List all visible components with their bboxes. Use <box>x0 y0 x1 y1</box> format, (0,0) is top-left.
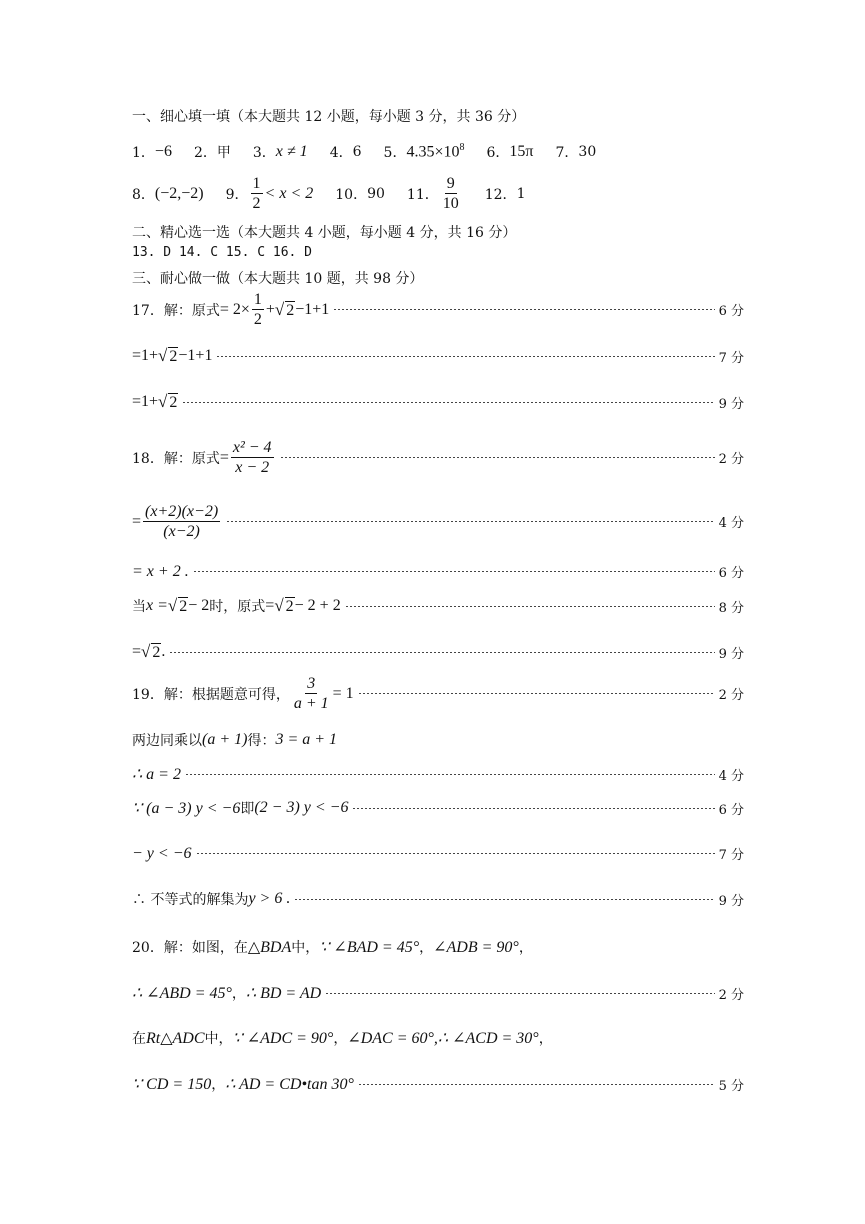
q17-l3-pre: =1+ <box>132 393 159 410</box>
q18-line-5 <box>132 642 744 662</box>
q17-l3-sqrt: √ 2 <box>158 392 178 411</box>
answer-2-label: 2． <box>193 145 217 161</box>
q19-line-6 <box>132 889 744 909</box>
q19-l3-score: 4 分 <box>718 768 744 784</box>
q20-l1-g: ， <box>518 940 533 956</box>
q20-l3-e: ， <box>333 1031 348 1047</box>
q18-l1-denominator: x − 2 <box>235 459 270 477</box>
q18-l4-radicand-2: 2 <box>285 598 294 615</box>
q18-l4-d: 时，原式 <box>209 599 266 615</box>
answer-11-fraction <box>441 174 461 213</box>
q17-l2-pre: =1+ <box>132 347 159 364</box>
q18-l1-eq: = <box>219 448 229 466</box>
q18-l5-score: 9 分 <box>718 646 744 662</box>
dot-leader <box>333 309 714 310</box>
q19-l6-a: ∴ 不等式的解集为 <box>132 892 249 908</box>
answer-4-label: 4． <box>329 145 353 161</box>
q18-l5-radicand: 2 <box>152 644 161 661</box>
q17-l2-score: 7 分 <box>718 350 744 366</box>
answer-9-label: 9． <box>225 186 249 203</box>
answer-10: 90 <box>367 185 385 202</box>
answer-5-exponent: 8 <box>459 142 465 154</box>
q19-l2-c: 得： <box>247 733 276 749</box>
answer-3: x ≠ 1 <box>275 143 308 160</box>
q20-l3-a: 在 <box>132 1031 146 1047</box>
section-2-heading-text: 二、精心选一选（本大题共 4 小题，每小题 4 分，共 16 分） <box>132 225 517 241</box>
answer-10-label: 10． <box>335 186 368 203</box>
dot-leader <box>358 693 715 694</box>
q17-l2-radicand: 2 <box>169 348 178 365</box>
q19-l6-score: 9 分 <box>718 893 744 909</box>
q19-l4-a: ∵ (a − 3) y < −6 <box>132 800 241 817</box>
q20-l1-a: 20．解：如图，在 <box>132 940 248 956</box>
q20-line-3 <box>132 1028 744 1048</box>
q19-l3: ∴ a = 2 <box>132 766 181 783</box>
q19-line-5 <box>132 844 744 863</box>
q18-l4-sqrt: √ 2 <box>167 596 188 615</box>
answer-9-inequality: < x < 2 <box>264 184 314 202</box>
q19-l1-fraction <box>292 674 331 713</box>
q17-l1-plus: + <box>265 300 275 318</box>
dot-leader <box>196 853 715 854</box>
answer-4: 6 <box>352 144 362 160</box>
answer-12-label: 12． <box>484 186 517 203</box>
section-3-heading-text: 三、耐心做一做（本大题共 10 题，共 98 分） <box>132 271 424 287</box>
q19-l5: − y < −6 <box>132 844 192 862</box>
q18-l3-score: 6 分 <box>718 566 744 581</box>
q19-line-3 <box>132 764 744 784</box>
q20-l4-score: 5 分 <box>718 1078 744 1094</box>
q20-l4-b: ， <box>211 1077 226 1093</box>
q17-l3-radicand: 2 <box>169 394 178 411</box>
q18-l2-numerator: (x+2)(x−2) <box>143 502 220 522</box>
q20-l1-b: △BDA <box>247 939 292 956</box>
q18-l4-radicand: 2 <box>179 598 188 615</box>
q20-l1-c: 中， <box>291 940 320 956</box>
q17-l1-score: 6 分 <box>718 304 744 320</box>
q17-l1-pre: = 2× <box>219 300 250 318</box>
q17-line-1 <box>132 290 744 329</box>
q18-line-3 <box>132 562 744 581</box>
q18-line-4 <box>132 596 744 616</box>
answer-1: −6 <box>154 143 172 160</box>
fill-answers-row-2 <box>132 174 744 213</box>
dot-leader <box>358 1084 715 1085</box>
dot-leader <box>352 808 714 809</box>
q18-l2-fraction <box>143 502 220 541</box>
q17-l1-post: −1+1 <box>295 300 330 318</box>
dot-leader <box>345 606 715 607</box>
q18-l2-score: 4 分 <box>718 516 744 532</box>
answer-9-numerator: 1 <box>251 174 263 194</box>
q20-l2-c: ∴ BD = AD <box>245 985 322 1002</box>
dot-leader <box>169 652 714 653</box>
q18-line-2 <box>132 502 744 541</box>
choice-answers <box>132 245 744 260</box>
q20-line-4 <box>132 1074 744 1094</box>
q20-l1-d: ∵ ∠BAD = 45° <box>319 939 420 956</box>
dot-leader <box>193 571 715 572</box>
answer-11-numerator: 9 <box>445 174 457 194</box>
choice-answers-text: 13. D 14. C 15. C 16. D <box>132 245 313 260</box>
answer-7-label: 7． <box>555 145 579 161</box>
q18-l4-c: − 2 <box>188 597 210 614</box>
answer-12: 1 <box>516 185 526 202</box>
q18-l4-a: 当 <box>132 599 146 615</box>
answer-7: 30 <box>578 144 597 160</box>
answer-5-base: 4.35×10 <box>406 143 460 161</box>
answer-3-label: 3． <box>252 145 276 161</box>
q18-l4-score: 8 分 <box>718 600 744 616</box>
q20-l2-b: ， <box>231 986 246 1002</box>
q17-l1-fraction <box>252 290 264 329</box>
answer-9-denominator: 2 <box>252 195 261 213</box>
q17-l1-sqrt: √ 2 <box>274 299 295 319</box>
q19-l6-b: y > 6 . <box>248 890 291 907</box>
q19-line-1 <box>132 674 744 713</box>
q17-l1-denominator: 2 <box>253 311 262 329</box>
dot-leader <box>280 457 715 458</box>
section-3-heading <box>132 268 744 288</box>
q20-line-1 <box>132 937 744 957</box>
q19-line-2 <box>132 730 744 750</box>
q18-l4-b: x = <box>146 597 168 614</box>
answer-5 <box>406 142 464 161</box>
dot-leader <box>226 521 714 522</box>
q17-l2-post: −1+1 <box>178 347 213 364</box>
q17-line-3 <box>132 392 744 412</box>
dot-leader <box>294 899 714 900</box>
q20-line-2 <box>132 983 744 1003</box>
q17-label: 17．解：原式 <box>132 302 220 319</box>
q18-l4-sqrt2: √ 2 <box>274 596 294 615</box>
q20-l3-c: 中， <box>204 1031 233 1047</box>
q20-l3-g: ， <box>538 1031 553 1047</box>
q19-l2-b: (a + 1) <box>202 731 248 748</box>
q19-l4-b: 即 <box>240 801 255 817</box>
q20-l4-a: ∵ CD = 150 <box>132 1076 212 1093</box>
answer-1-label: 1． <box>132 145 155 161</box>
q20-l1-f: ∠ADB = 90° <box>433 939 519 956</box>
answer-6: 15π <box>509 143 534 160</box>
dot-leader <box>182 402 714 403</box>
q18-l1-fraction <box>231 438 274 477</box>
dot-leader <box>325 993 714 994</box>
q20-l3-f: ∠DAC = 60°,∴ ∠ACD = 30° <box>347 1030 539 1047</box>
q19-l1-denominator: a + 1 <box>293 695 329 713</box>
q17-l1-numerator: 1 <box>252 290 264 310</box>
answer-8-label: 8． <box>132 186 155 203</box>
q19-l1-post: = 1 <box>332 684 354 702</box>
section-1-heading-text: 一、细心填一填（本大题共 12 小题，每小题 3 分，共 36 分） <box>132 109 526 125</box>
q19-l1-score: 2 分 <box>718 688 744 704</box>
q19-l2-d: 3 = a + 1 <box>275 731 338 748</box>
section-2-heading <box>132 222 744 242</box>
q20-l2-a: ∴ ∠ABD = 45° <box>132 985 232 1002</box>
q20-l4-c: ∴ AD = CD•tan 30° <box>225 1076 354 1093</box>
q17-l1-radicand: 2 <box>286 301 295 319</box>
answer-5-label: 5． <box>383 145 407 161</box>
q18-l2-denominator: (x−2) <box>163 523 200 541</box>
q17-line-2 <box>132 346 744 366</box>
dot-leader <box>216 356 714 357</box>
q20-l3-d: ∵ ∠ADC = 90° <box>232 1030 334 1047</box>
q19-l5-score: 7 分 <box>718 848 744 863</box>
q19-label: 19．解：根据题意可得， <box>132 686 290 703</box>
q18-l4-f: − 2 + 2 <box>294 597 341 614</box>
answer-11-label: 11． <box>406 186 439 203</box>
q19-line-4 <box>132 798 744 818</box>
q18-l1-score: 2 分 <box>718 452 744 468</box>
q20-l3-b: Rt△ADC <box>146 1030 205 1047</box>
q20-l2-score: 2 分 <box>718 987 744 1003</box>
q18-l5-sqrt: √ 2 <box>141 642 161 661</box>
answer-11-denominator: 10 <box>442 195 459 213</box>
fill-answers-row-1 <box>132 142 744 162</box>
q17-l3-score: 9 分 <box>718 396 744 412</box>
q18-label: 18．解：原式 <box>132 450 220 467</box>
q19-l1-numerator: 3 <box>305 674 317 694</box>
q19-l2-a: 两边同乘以 <box>132 733 202 749</box>
q19-l4-score: 6 分 <box>718 802 744 818</box>
q18-l5-pre: = <box>132 643 142 660</box>
q18-l5-post: . <box>161 643 166 660</box>
q18-l2-eq: = <box>132 512 142 530</box>
section-1-heading <box>132 106 744 126</box>
answer-9-fraction <box>251 174 263 213</box>
q19-l4-c: (2 − 3) y < −6 <box>254 799 349 816</box>
answer-8: (−2,−2) <box>154 184 204 202</box>
answer-2: 甲 <box>216 145 231 161</box>
q17-l2-sqrt: √ 2 <box>158 346 178 365</box>
q18-line-1 <box>132 438 744 477</box>
q18-l1-numerator: x² − 4 <box>231 438 274 458</box>
q18-l3: = x + 2 . <box>132 562 189 580</box>
q20-l1-e: ， <box>419 940 434 956</box>
dot-leader <box>185 774 715 775</box>
answer-6-label: 6． <box>486 145 510 161</box>
q18-l4-e: = <box>265 597 275 614</box>
